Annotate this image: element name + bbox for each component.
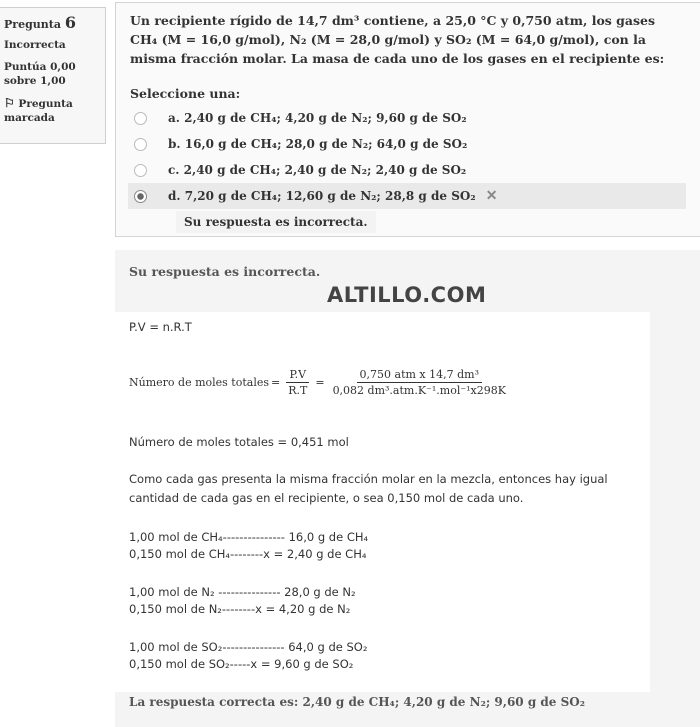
fraction-denominator: 0,082 dm³.atm.K⁻¹.mol⁻¹x298K (332, 383, 506, 397)
answer-option-c[interactable] (128, 157, 686, 183)
ch4-line-1: 1,00 mol de CH₄--------------- 16,0 g de CH₄ (129, 530, 369, 544)
question-label: Pregunta (4, 18, 61, 31)
explanation-line-2: cantidad de cada gas en el recipiente, o sea 0,150 mol de cada uno. (129, 491, 524, 505)
question-text: Un recipiente rígido de 14,7 dm³ contiene, a 25,0 °C y 0,750 atm, los gases CH₄ (M = 16,0 g/mol), N₂ (M = 28,0 g/mol) y SO₂ (M = 64,0 g/mol), con la misma fracción molar. La masa de cada uno de los gases en el recipiente es: (130, 13, 665, 66)
radio-button-selected[interactable] (134, 190, 147, 203)
ch4-line-2: 0,150 mol de CH₄--------x = 2,40 g de CH₄ (129, 547, 367, 561)
question-formulation (115, 2, 700, 237)
question-info-panel (0, 7, 106, 144)
answer-label: b. 16,0 g de CH₄; 28,0 g de N₂; 64,0 g de SO₂ (168, 137, 468, 151)
fraction-denominator: R.T (288, 383, 308, 397)
feedback-panel (115, 250, 700, 727)
n2-line-1: 1,00 mol de N₂ --------------- 28,0 g de N₂ (129, 585, 356, 599)
watermark: ALTILLO.COM (327, 283, 487, 307)
feedback-title: Su respuesta es incorrecta. (129, 264, 321, 279)
correct-answer: La respuesta correcta es: 2,40 g de CH₄; 4,20 g de N₂; 9,60 g de SO₂ (129, 695, 585, 709)
fraction-numerator: 0,750 atm x 14,7 dm³ (357, 368, 482, 383)
answer-label: a. 2,40 g de CH₄; 4,20 g de N₂; 9,60 g de SO₂ (168, 111, 467, 125)
n2-line-2: 0,150 mol de N₂--------x = 4,20 g de N₂ (129, 602, 351, 616)
moles-equation: Número de moles totales = $\frac{P.V}{R.T}$ = $\frac{\text{0,750 atm x 14,7 dm³}}{\text{0,082 dm³.atm.K⁻¹.mol⁻¹x298K}}$ (129, 362, 512, 402)
moles-label: Número de moles totales (129, 375, 269, 389)
radio-button[interactable] (134, 112, 147, 125)
explanation-line-1: Como cada gas presenta la misma fracción molar en la mezcla, entonces hay igual (129, 472, 608, 486)
inline-feedback: Su respuesta es incorrecta. (176, 211, 376, 233)
question-number-value: 6 (64, 13, 76, 32)
answer-label: d. 7,20 g de CH₄; 12,60 g de N₂; 28,8 g de SO₂ (168, 189, 476, 203)
question-grade: Puntúa 0,00 sobre 1,00 (4, 61, 76, 87)
question-number (4, 13, 101, 32)
fraction-pv-rt (285, 368, 310, 397)
radio-button[interactable] (134, 138, 147, 151)
so2-line-1: 1,00 mol de SO₂--------------- 64,0 g de SO₂ (129, 640, 368, 654)
flag-question-link[interactable] (4, 96, 101, 125)
answer-list (130, 105, 686, 229)
ideal-gas-formula: P.V = n.R.T (129, 320, 192, 334)
answer-option-b[interactable] (128, 131, 686, 157)
flag-label: Pregunta marcada (4, 98, 73, 124)
flag-icon: ⚐ (4, 96, 15, 110)
answer-prompt: Seleccione una: (130, 86, 241, 101)
answer-option-d[interactable] (128, 183, 686, 229)
moles-result: Número de moles totales = 0,451 mol (129, 435, 349, 449)
incorrect-icon: ✕ (485, 188, 498, 204)
solution-image (115, 312, 650, 692)
fraction-values (330, 368, 509, 397)
radio-button[interactable] (134, 164, 147, 177)
fraction-numerator: P.V (286, 368, 309, 383)
answer-label: c. 2,40 g de CH₄; 2,40 g de N₂; 2,40 g de SO₂ (168, 163, 467, 177)
answer-option-a[interactable] (128, 105, 686, 131)
question-state: Incorrecta (4, 39, 66, 51)
so2-line-2: 0,150 mol de SO₂-----x = 9,60 g de SO₂ (129, 657, 354, 671)
